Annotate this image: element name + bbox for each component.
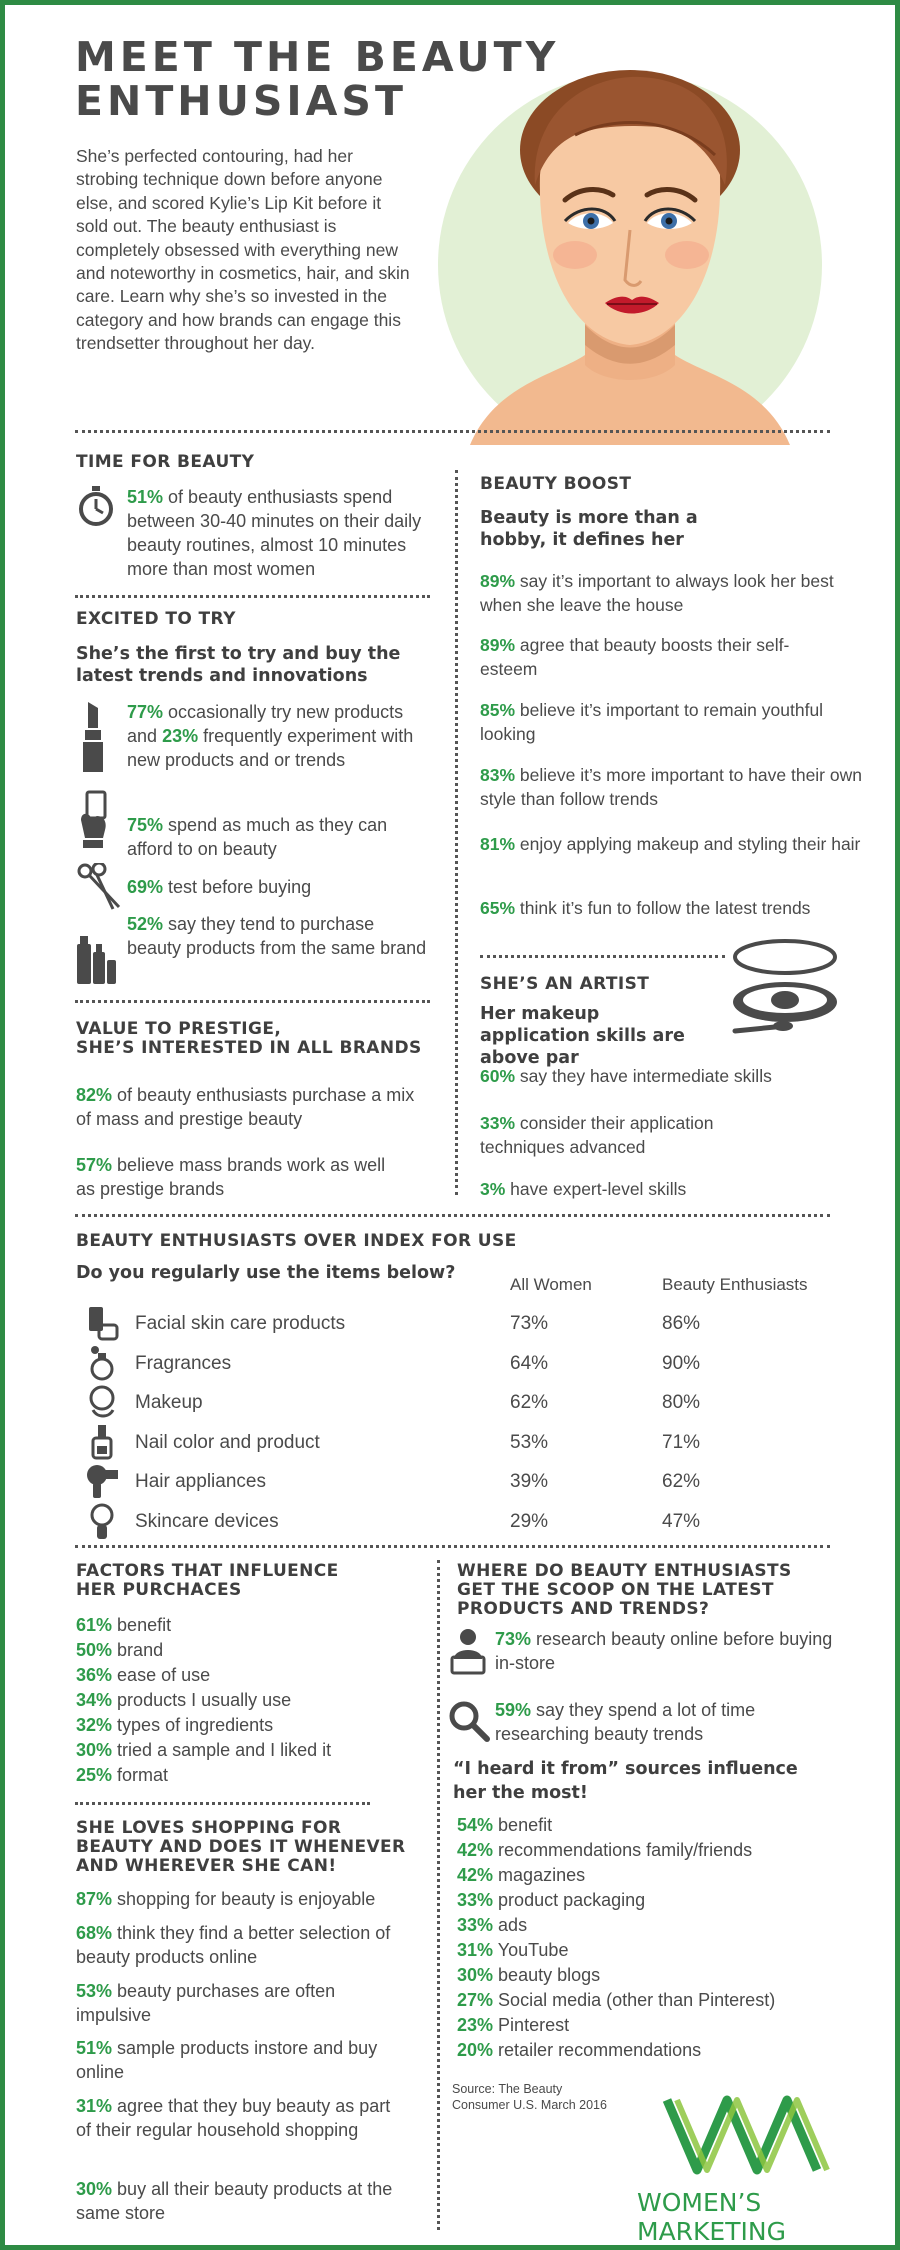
lipstick-icon bbox=[79, 700, 107, 772]
value-to-prestige-heading: VALUE TO PRESTIGE, SHE’S INTERESTED IN ALL BRANDS bbox=[76, 1019, 422, 1058]
row-label: Makeup bbox=[135, 1392, 203, 1413]
sources-list bbox=[457, 1813, 775, 2063]
row-beauty-enthusiasts: 71% bbox=[662, 1432, 701, 1453]
table-row bbox=[75, 1463, 835, 1501]
magnifier-icon bbox=[448, 1700, 490, 1742]
column-header-beauty-enthusiasts: Beauty Enthusiasts bbox=[662, 1275, 808, 1294]
sources-heading: “I heard it from” sources influence her the most! bbox=[453, 1759, 798, 1803]
row-label: Fragrances bbox=[135, 1353, 232, 1374]
row-beauty-enthusiasts: 86% bbox=[662, 1313, 701, 1334]
table-row bbox=[75, 1345, 835, 1383]
cleansing-brush-icon bbox=[85, 1503, 119, 1539]
title-line-2: ENTHUSIAST bbox=[75, 77, 407, 125]
table-row bbox=[75, 1424, 835, 1462]
boost-item-1: 89% say it’s important to always look her best when she leave the house bbox=[480, 571, 834, 615]
shopping-heading: SHE LOVES SHOPPING FOR BEAUTY AND DOES IT WHENEVER AND WHEREVER SHE CAN! bbox=[76, 1818, 406, 1876]
cosmetic-bottles-icon bbox=[75, 930, 117, 986]
shopping-item-6: 30% buy all their beauty products at the same store bbox=[76, 2179, 393, 2223]
title-line-1: MEET THE BEAUTY bbox=[75, 33, 560, 81]
row-label: Hair appliances bbox=[135, 1471, 266, 1492]
excited-item-2: 75% spend as much as they can afford to on beauty bbox=[127, 815, 388, 859]
factors-list bbox=[76, 1613, 331, 1788]
list-item: 42% recommendations family/friends bbox=[457, 1840, 753, 1860]
tweezers-icon bbox=[77, 863, 125, 913]
row-label: Nail color and product bbox=[135, 1432, 320, 1453]
table-row bbox=[75, 1384, 835, 1422]
separator bbox=[75, 595, 430, 598]
beauty-boost-heading: BEAUTY BOOST bbox=[480, 474, 632, 494]
row-label: Facial skin care products bbox=[135, 1313, 346, 1334]
shopping-item-4: 51% sample products instore and buy online bbox=[76, 2038, 378, 2082]
list-item: 50% brand bbox=[76, 1640, 164, 1660]
list-item: 34% products I usually use bbox=[76, 1690, 292, 1710]
separator bbox=[75, 430, 830, 433]
row-all-women: 53% bbox=[510, 1432, 549, 1453]
perfume-bottle-icon bbox=[85, 1345, 119, 1381]
stopwatch-icon bbox=[77, 485, 115, 527]
list-item: 54% benefit bbox=[457, 1815, 553, 1835]
excited-item-3: 69% test before buying bbox=[127, 877, 312, 897]
boost-item-5: 81% enjoy applying makeup and styling their hair bbox=[480, 834, 861, 854]
excited-item-4: 52% say they tend to purchase beauty products from the same brand bbox=[127, 914, 427, 958]
woman-portrait-illustration bbox=[425, 55, 835, 445]
scoop-heading: WHERE DO BEAUTY ENTHUSIASTS GET THE SCOOP ON THE LATEST PRODUCTS AND TRENDS? bbox=[457, 1561, 792, 1619]
excited-item-1: 77% occasionally try new products and 23% frequently experiment with new products and or trends bbox=[127, 702, 414, 770]
artist-item-3: 3% have expert-level skills bbox=[480, 1179, 687, 1199]
beauty-boost-subheading: Beauty is more than a hobby, it defines her bbox=[480, 508, 698, 550]
row-label: Skincare devices bbox=[135, 1511, 279, 1532]
list-item: 36% ease of use bbox=[76, 1665, 211, 1685]
over-index-heading: BEAUTY ENTHUSIASTS OVER INDEX FOR USE bbox=[76, 1231, 517, 1251]
shopping-item-2: 68% think they find a better selection of beauty products online bbox=[76, 1923, 391, 1967]
excited-to-try-heading: EXCITED TO TRY bbox=[76, 609, 236, 629]
row-beauty-enthusiasts: 62% bbox=[662, 1471, 701, 1492]
list-item: 33% product packaging bbox=[457, 1890, 646, 1910]
intro-paragraph: She’s perfected contouring, had her strobing technique down before anyone else, and scored Kylie’s Lip Kit before it sold out. The beauty enthusiast is completely obsessed with everything new and noteworthy in cosmetics, hair, and skin care. Learn why she’s so invested in the category and how brands can engage this trendsetter throughout her day. bbox=[76, 146, 410, 354]
column-header-all-women: All Women bbox=[510, 1275, 592, 1294]
list-item: 31% YouTube bbox=[457, 1940, 569, 1960]
shopping-item-5: 31% agree that they buy beauty as part of their regular household shopping bbox=[76, 2096, 391, 2140]
list-item: 30% tried a sample and I liked it bbox=[76, 1740, 332, 1760]
boost-item-2: 89% agree that beauty boosts their self-esteem bbox=[480, 635, 790, 679]
scoop-item-1: 73% research beauty online before buying in-store bbox=[495, 1629, 833, 1673]
hand-card-icon bbox=[77, 790, 111, 850]
artist-item-2: 33% consider their application techniques advanced bbox=[480, 1113, 714, 1157]
over-index-question: Do you regularly use the items below? bbox=[76, 1263, 456, 1283]
list-item: 33% ads bbox=[457, 1915, 528, 1935]
row-all-women: 62% bbox=[510, 1392, 549, 1413]
boost-item-6: 65% think it’s fun to follow the latest trends bbox=[480, 898, 811, 918]
separator bbox=[75, 1545, 830, 1548]
table-row bbox=[75, 1503, 835, 1541]
compact-mirror-icon bbox=[85, 1384, 119, 1420]
excited-to-try-subheading: She’s the first to try and buy the latest trends and innovations bbox=[76, 644, 401, 686]
list-item: 61% benefit bbox=[76, 1615, 172, 1635]
time-for-beauty-heading: TIME FOR BEAUTY bbox=[76, 452, 255, 472]
separator bbox=[75, 1802, 370, 1805]
artist-item-1: 60% say they have intermediate skills bbox=[480, 1066, 772, 1086]
boost-item-3: 85% believe it’s important to remain youthful looking bbox=[480, 700, 824, 744]
list-item: 20% retailer recommendations bbox=[457, 2040, 702, 2060]
separator bbox=[75, 1000, 430, 1003]
prestige-item-2: 57% believe mass brands work as well as prestige brands bbox=[76, 1155, 386, 1199]
row-beauty-enthusiasts: 80% bbox=[662, 1392, 701, 1413]
row-all-women: 73% bbox=[510, 1313, 549, 1334]
scoop-item-2: 59% say they spend a lot of time researching beauty trends bbox=[495, 1700, 756, 1744]
row-all-women: 29% bbox=[510, 1511, 549, 1532]
row-all-women: 39% bbox=[510, 1471, 549, 1492]
brand-name: WOMEN’S MARKETING bbox=[637, 2188, 786, 2246]
row-beauty-enthusiasts: 47% bbox=[662, 1511, 701, 1532]
boost-item-4: 83% believe it’s more important to have their own style than follow trends bbox=[480, 765, 862, 809]
list-item: 27% Social media (other than Pinterest) bbox=[457, 1990, 776, 2010]
list-item: 25% format bbox=[76, 1765, 169, 1785]
womens-marketing-logo-icon bbox=[662, 2090, 832, 2180]
source-note: Source: The Beauty Consumer U.S. March 2016 bbox=[452, 2082, 607, 2112]
list-item: 23% Pinterest bbox=[457, 2015, 570, 2035]
separator bbox=[75, 1214, 830, 1217]
list-item: 42% magazines bbox=[457, 1865, 586, 1885]
prestige-item-1: 82% of beauty enthusiasts purchase a mix of mass and prestige beauty bbox=[76, 1085, 415, 1129]
eyeshadow-compact-icon bbox=[725, 935, 845, 1045]
hair-dryer-icon bbox=[85, 1463, 119, 1499]
artist-heading: SHE’S AN ARTIST bbox=[480, 974, 650, 994]
nail-polish-icon bbox=[85, 1424, 119, 1460]
separator bbox=[480, 955, 725, 958]
row-all-women: 64% bbox=[510, 1353, 549, 1374]
list-item: 30% beauty blogs bbox=[457, 1965, 601, 1985]
factors-heading: FACTORS THAT INFLUENCE HER PURCHACES bbox=[76, 1561, 339, 1600]
time-for-beauty-stat: 51% of beauty enthusiasts spend between 30-40 minutes on their daily beauty routines, almost 10 minutes more than most women bbox=[127, 487, 422, 579]
row-beauty-enthusiasts: 90% bbox=[662, 1353, 701, 1374]
column-divider bbox=[437, 1560, 440, 2230]
list-item: 32% types of ingredients bbox=[76, 1715, 274, 1735]
person-laptop-icon bbox=[450, 1627, 486, 1675]
shopping-item-1: 87% shopping for beauty is enjoyable bbox=[76, 1889, 376, 1909]
column-divider bbox=[455, 470, 458, 1195]
artist-subheading: Her makeup application skills are above par bbox=[480, 1004, 685, 1068]
skincare-jar-icon bbox=[85, 1305, 119, 1341]
shopping-item-3: 53% beauty purchases are often impulsive bbox=[76, 1981, 336, 2025]
table-row bbox=[75, 1305, 835, 1343]
